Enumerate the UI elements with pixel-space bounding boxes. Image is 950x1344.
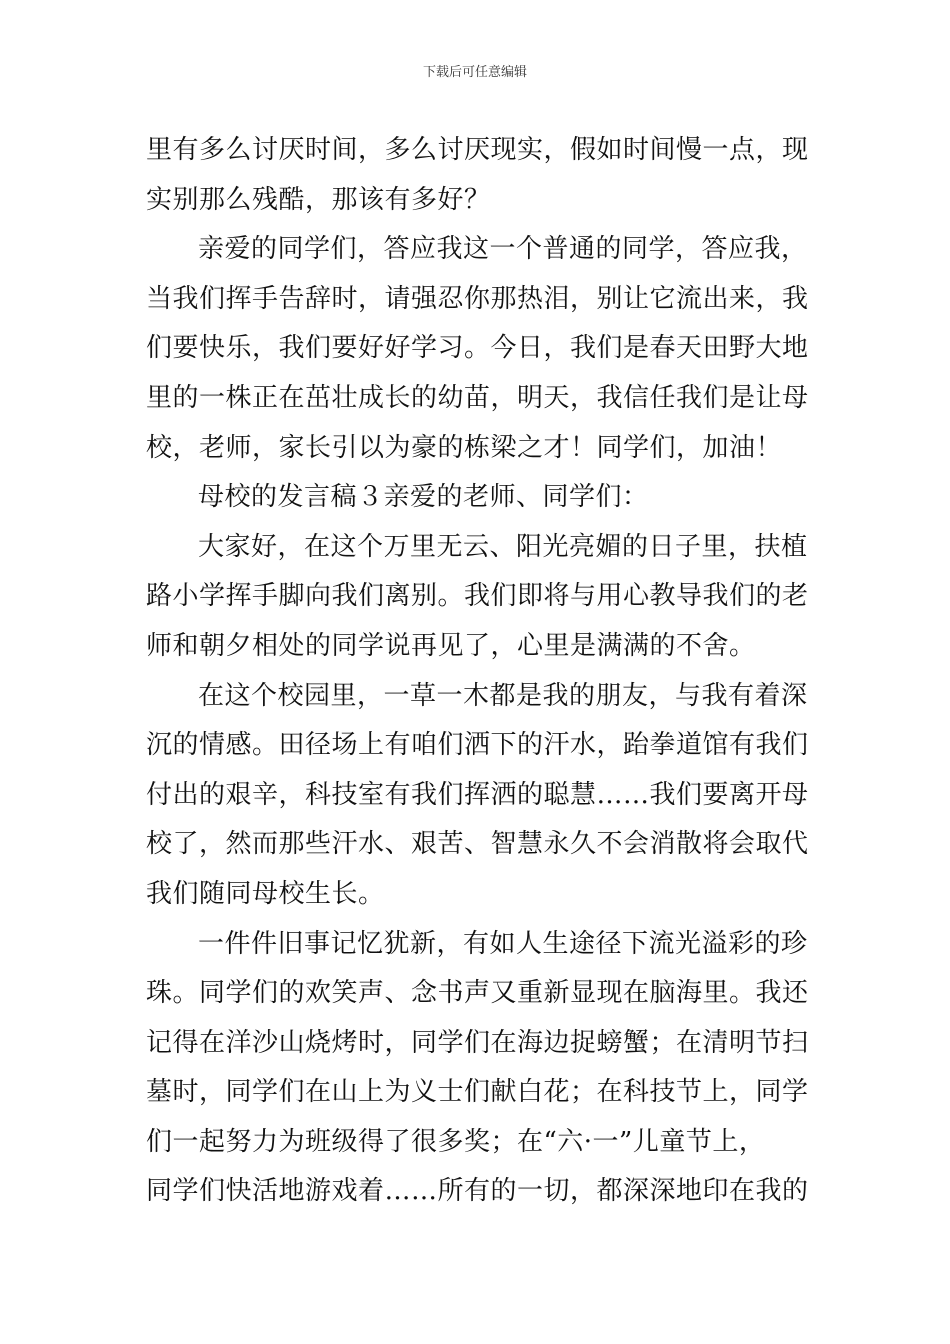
paragraph-5 — [146, 672, 812, 920]
text-line: 实别那么残酷，那该有多好？ — [146, 184, 491, 215]
text-line: 同学们快活地游戏着……所有的一切，都深深地印在我的 — [146, 1176, 809, 1207]
text-line: 在这个校园里，一草一木都是我的朋友，与我有着深 — [198, 680, 808, 711]
page-header: 下载后可任意编辑 — [422, 65, 527, 80]
paragraph-2 — [146, 225, 812, 473]
text-line: 珠。同学们的欢笑声、念书声又重新显现在脑海里。我还 — [146, 978, 809, 1009]
text-line: 们要快乐，我们要好好学习。今日，我们是春天田野大地 — [146, 333, 809, 364]
text-line: 亲爱的同学们，答应我这一个普通的同学，答应我， — [198, 234, 808, 265]
text-line: 们一起努力为班级得了很多奖；在“六·一”儿童节上， — [146, 1126, 766, 1157]
paragraph-3 — [146, 473, 812, 523]
paragraph-6 — [146, 920, 812, 1218]
text-line: 师和朝夕相处的同学说再见了，心里是满满的不舍。 — [146, 630, 756, 661]
text-line: 路小学挥手脚向我们离别。我们即将与用心教导我们的老 — [146, 581, 809, 612]
text-line: 母校的发言稿３亲爱的老师、同学们： — [198, 482, 649, 513]
text-line: 校，老师，家长引以为豪的栋梁之才！同学们，加油！ — [146, 432, 783, 463]
text-line: 墓时，同学们在山上为义士们献白花；在科技节上，同学 — [146, 1077, 809, 1108]
text-line: 付出的艰辛，科技室有我们挥洒的聪慧……我们要离开母 — [146, 779, 809, 810]
text-line: 里的一株正在茁壮成长的幼苗，明天，我信任我们是让母 — [146, 382, 809, 413]
text-line: 大家好，在这个万里无云、阳光亮媚的日子里，扶植 — [198, 531, 808, 562]
text-line: 我们随同母校生长。 — [146, 878, 385, 909]
paragraph-1 — [146, 126, 812, 225]
paragraph-4 — [146, 523, 812, 672]
text-line: 当我们挥手告辞时，请强忍你那热泪，别让它流出来，我 — [146, 283, 809, 314]
text-line: 一件件旧事记忆犹新，有如人生途径下流光溢彩的珍 — [198, 928, 808, 959]
document-body — [146, 126, 812, 1217]
text-line: 里有多么讨厌时间，多么讨厌现实，假如时间慢一点，现 — [146, 135, 809, 165]
text-line: 记得在洋沙山烧烤时，同学们在海边捉螃蟹；在清明节扫 — [146, 1027, 809, 1058]
text-line: 校了，然而那些汗水、艰苦、智慧永久不会消散将会取代 — [146, 829, 809, 860]
text-line: 沉的情感。田径场上有咱们洒下的汗水，跆拳道馆有我们 — [146, 730, 809, 761]
